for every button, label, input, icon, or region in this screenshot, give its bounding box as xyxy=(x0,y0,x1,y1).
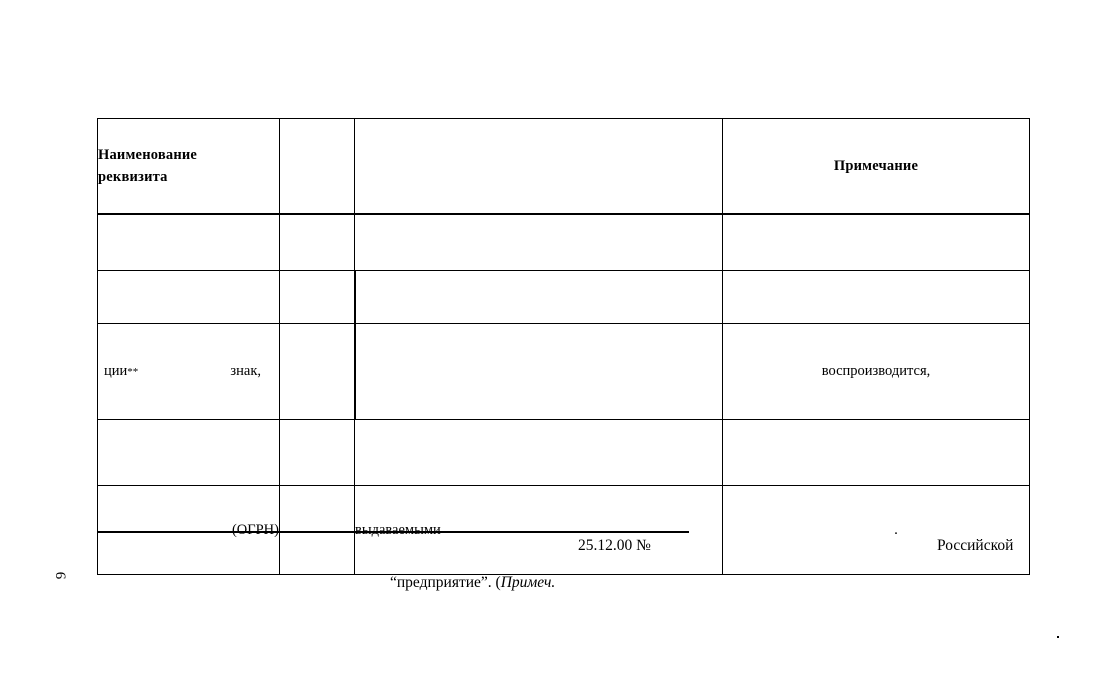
table-header-row xyxy=(98,119,1030,215)
cell-c xyxy=(355,271,723,324)
cell-name-suffix: знак, xyxy=(230,363,261,379)
margin-speck xyxy=(1057,636,1059,638)
cell-b xyxy=(280,271,355,324)
cell-name xyxy=(98,214,280,271)
cell-name-ogrn: (ОГРН) xyxy=(98,486,280,575)
header-name-line2: реквизита xyxy=(98,169,168,185)
cell-note xyxy=(723,271,1030,324)
footnote-marker: ** xyxy=(127,366,139,378)
footer-quote-italic: Примеч. xyxy=(500,574,556,591)
cell-b xyxy=(280,420,355,486)
cell-note: воспроизводится, xyxy=(723,324,1030,420)
cell-c xyxy=(355,214,723,271)
cell-b xyxy=(280,486,355,575)
page-number: 9 xyxy=(53,571,70,580)
table-row xyxy=(98,214,1030,271)
cell-name xyxy=(98,271,280,324)
footer-right-text: Российской xyxy=(937,537,1014,554)
table-row xyxy=(98,486,1030,575)
cell-note xyxy=(723,486,1030,575)
table-row xyxy=(98,271,1030,324)
cell-note xyxy=(723,420,1030,486)
footer-quote xyxy=(390,574,555,592)
cell-note-dot: . xyxy=(894,521,898,538)
table-header-cell-name xyxy=(98,119,280,215)
cell-name xyxy=(98,324,280,420)
footer-rule xyxy=(97,531,689,533)
table-row xyxy=(98,324,1030,420)
cell-name-prefix: ции xyxy=(104,363,128,379)
cell-note xyxy=(723,214,1030,271)
table-row xyxy=(98,420,1030,486)
cell-c-issued: выдаваемыми xyxy=(355,486,723,575)
requisites-table xyxy=(97,118,1030,575)
footer-date-reference: 25.12.00 № xyxy=(578,537,651,554)
footer-quote-text: “предприятие”. ( xyxy=(390,574,501,591)
cell-c xyxy=(355,324,723,420)
table-header-cell-note: Примечание xyxy=(723,119,1030,215)
table-header-cell-c xyxy=(355,119,723,215)
table-header-cell-b xyxy=(280,119,355,215)
cell-b xyxy=(280,324,355,420)
cell-c xyxy=(355,420,723,486)
cell-b xyxy=(280,214,355,271)
cell-name xyxy=(98,420,280,486)
header-name-line1: Наименование xyxy=(98,146,198,163)
